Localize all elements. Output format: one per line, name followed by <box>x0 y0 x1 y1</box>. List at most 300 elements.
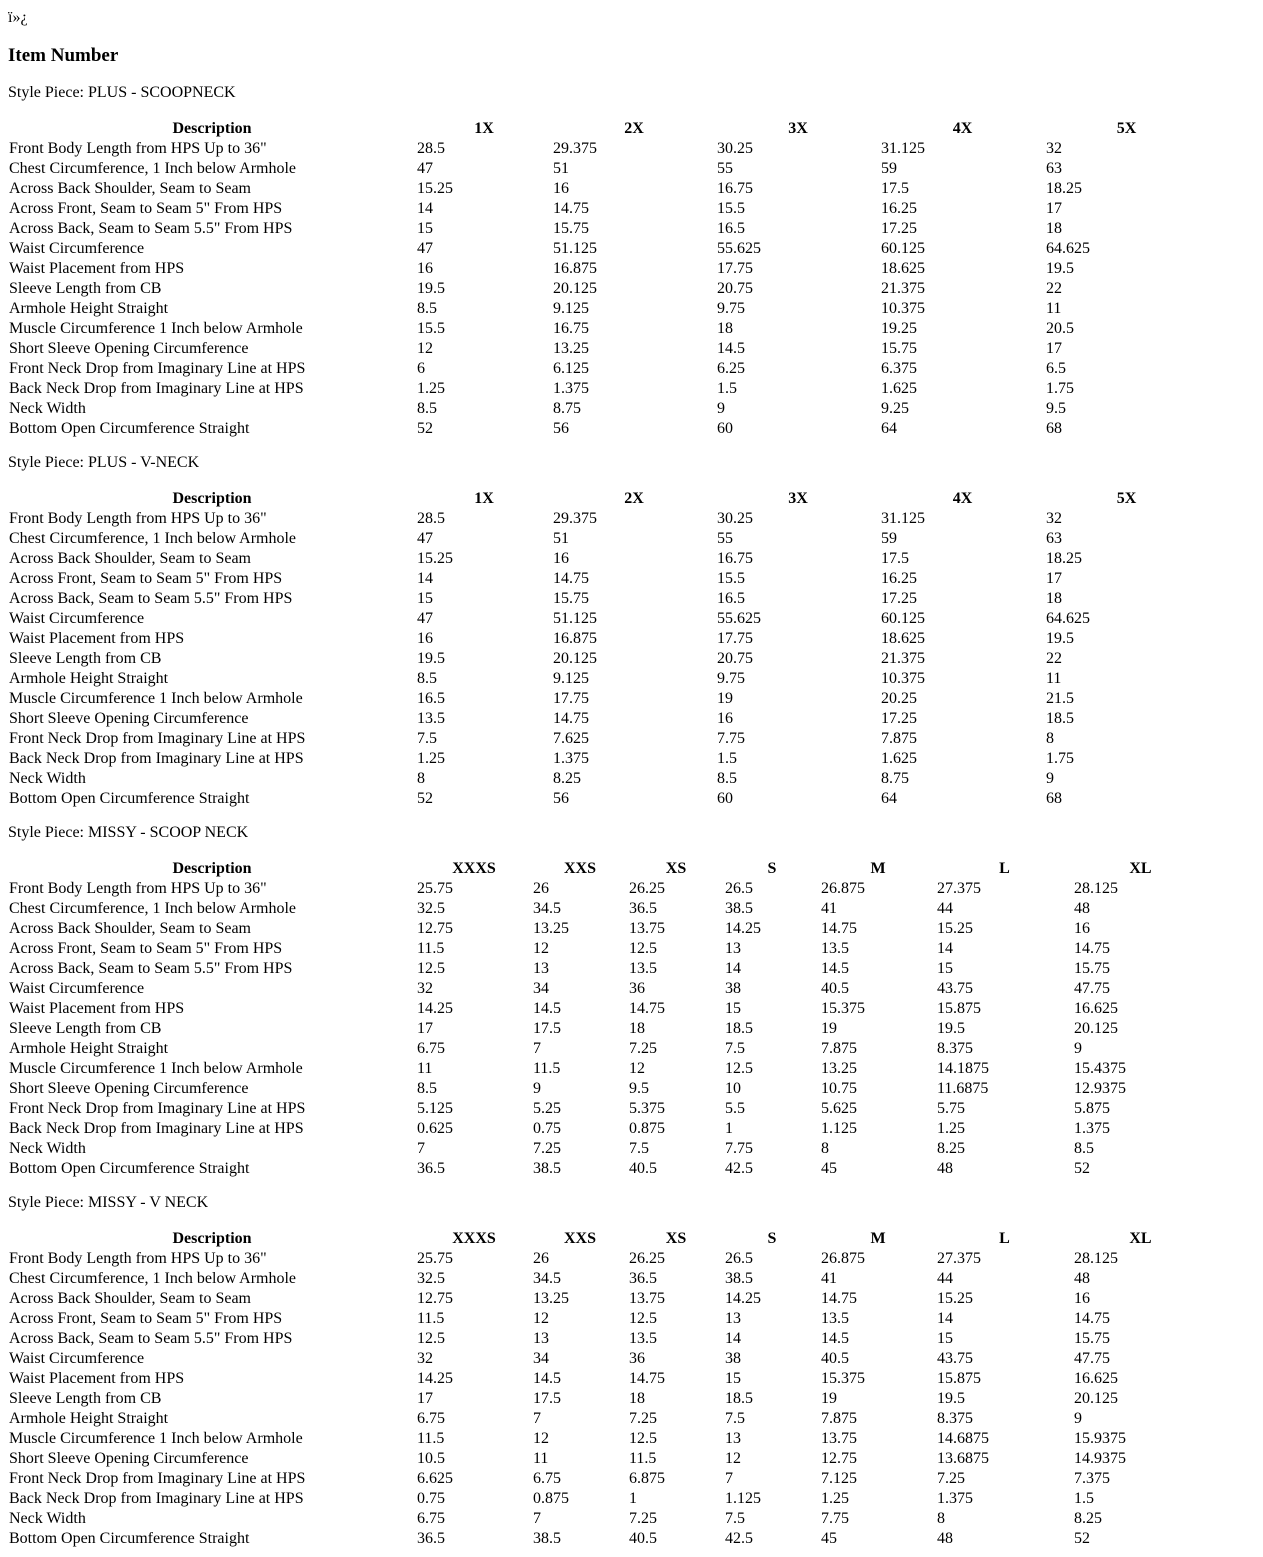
measurement-value: 30.25 <box>717 510 753 527</box>
measurement-value: 32 <box>1046 140 1062 157</box>
measurement-value: 0.875 <box>629 1120 665 1137</box>
measurement-value: 6.75 <box>417 1410 445 1427</box>
measurement-value: 7.125 <box>821 1470 857 1487</box>
measurement-value: 48 <box>1074 1270 1090 1287</box>
measurement-value: 17 <box>1046 340 1062 357</box>
measurement-value: 18.625 <box>881 260 925 277</box>
header-row <box>8 1229 1208 1249</box>
measurement-value: 26 <box>533 1250 549 1267</box>
measurement-description: Back Neck Drop from Imaginary Line at HPS <box>9 1490 304 1507</box>
measurement-value: 22 <box>1046 280 1062 297</box>
measurement-value: 7 <box>533 1410 541 1427</box>
measurement-value: 16.5 <box>417 690 445 707</box>
measurement-value: 31.125 <box>881 510 925 527</box>
measurement-value: 25.75 <box>417 1250 453 1267</box>
measurement-value: 14.25 <box>725 1290 761 1307</box>
measurement-value: 34 <box>533 1350 549 1367</box>
column-header-size: 4X <box>952 490 973 507</box>
table-row <box>8 529 1208 549</box>
measurement-value: 47 <box>417 240 433 257</box>
column-header-size: XL <box>1129 860 1152 877</box>
measurement-value: 7.25 <box>629 1510 657 1527</box>
measurement-value: 18 <box>1046 590 1062 607</box>
measurement-value: 8.375 <box>937 1040 973 1057</box>
measurement-description: Waist Placement from HPS <box>9 630 185 647</box>
measurement-value: 5.625 <box>821 1100 857 1117</box>
measurement-description: Armhole Height Straight <box>9 670 169 687</box>
column-header-size: S <box>767 860 777 877</box>
measurement-value: 32 <box>1046 510 1062 527</box>
measurement-value: 12.75 <box>417 1290 453 1307</box>
measurement-value: 8.5 <box>417 1080 437 1097</box>
measurement-value: 17.5 <box>533 1020 561 1037</box>
measurement-value: 16.75 <box>717 180 753 197</box>
measurement-value: 10 <box>725 1080 741 1097</box>
measurement-value: 13 <box>725 1430 741 1447</box>
measurement-value: 15.25 <box>937 1290 973 1307</box>
column-header-size: 4X <box>952 120 973 137</box>
measurement-value: 7.625 <box>553 730 589 747</box>
measurement-value: 21.375 <box>881 650 925 667</box>
measurement-value: 38.5 <box>725 1270 753 1287</box>
measurement-value: 6.625 <box>417 1470 453 1487</box>
measurement-description: Neck Width <box>9 770 86 787</box>
table-row <box>8 279 1208 299</box>
table-row <box>8 1369 1208 1389</box>
measurement-value: 12.75 <box>821 1450 857 1467</box>
table-row <box>8 1409 1208 1429</box>
column-header-size: XXS <box>563 1230 596 1247</box>
measurement-value: 0.75 <box>533 1120 561 1137</box>
column-header-size: XXS <box>563 860 596 877</box>
measurement-value: 13 <box>725 1310 741 1327</box>
measurement-value: 34.5 <box>533 1270 561 1287</box>
measurement-description: Across Front, Seam to Seam 5" From HPS <box>9 200 283 217</box>
measurement-value: 26 <box>533 880 549 897</box>
measurement-value: 11.5 <box>533 1060 561 1077</box>
measurement-value: 14 <box>417 570 433 587</box>
measurement-value: 17.25 <box>881 710 917 727</box>
measurement-value: 6.75 <box>533 1470 561 1487</box>
measurement-description: Waist Placement from HPS <box>9 1000 185 1017</box>
table-row <box>8 239 1208 259</box>
measurement-value: 43.75 <box>937 980 973 997</box>
measurement-value: 7.5 <box>725 1510 745 1527</box>
measurement-value: 18.5 <box>725 1390 753 1407</box>
measurement-value: 9 <box>1074 1410 1082 1427</box>
measurement-value: 1.375 <box>553 750 589 767</box>
measurement-description: Muscle Circumference 1 Inch below Armhole <box>9 690 303 707</box>
table-row <box>8 1059 1208 1079</box>
measurement-value: 40.5 <box>821 980 849 997</box>
measurement-value: 11 <box>533 1450 549 1467</box>
measurement-value: 14.75 <box>629 1000 665 1017</box>
table-row <box>8 959 1208 979</box>
measurement-value: 19.5 <box>417 280 445 297</box>
measurement-description: Across Back, Seam to Seam 5.5" From HPS <box>9 1330 293 1347</box>
measurement-value: 26.25 <box>629 880 665 897</box>
measurement-description: Sleeve Length from CB <box>9 650 162 667</box>
measurement-value: 12.5 <box>629 1310 657 1327</box>
measurement-value: 11.6875 <box>937 1080 989 1097</box>
measurement-value: 11 <box>1046 670 1062 687</box>
measurement-value: 12 <box>417 340 433 357</box>
measurement-value: 6.75 <box>417 1510 445 1527</box>
measurement-value: 8.5 <box>1074 1140 1094 1157</box>
measurement-value: 15.5 <box>717 570 745 587</box>
measurement-value: 8.375 <box>937 1410 973 1427</box>
measurement-value: 9.75 <box>717 300 745 317</box>
measurement-value: 7.5 <box>629 1140 649 1157</box>
measurement-value: 7.75 <box>821 1510 849 1527</box>
measurement-value: 47 <box>417 610 433 627</box>
measurement-value: 1.5 <box>1074 1490 1094 1507</box>
measurement-value: 7.75 <box>725 1140 753 1157</box>
column-header-size: 5X <box>1116 120 1137 137</box>
measurement-value: 47 <box>417 530 433 547</box>
measurement-value: 5.25 <box>533 1100 561 1117</box>
measurement-value: 40.5 <box>629 1160 657 1177</box>
measurement-value: 16.875 <box>553 260 597 277</box>
column-header-size: XS <box>665 1230 687 1247</box>
measurement-value: 36.5 <box>417 1160 445 1177</box>
measurement-value: 1.75 <box>1046 750 1074 767</box>
measurement-value: 14 <box>937 940 953 957</box>
measurement-value: 20.5 <box>1046 320 1074 337</box>
measurement-value: 51 <box>553 530 569 547</box>
measurement-value: 14.5 <box>533 1370 561 1387</box>
measurement-value: 5.125 <box>417 1100 453 1117</box>
measurement-value: 7.25 <box>937 1470 965 1487</box>
measurement-value: 10.5 <box>417 1450 445 1467</box>
measurement-value: 5.375 <box>629 1100 665 1117</box>
measurement-value: 7 <box>417 1140 425 1157</box>
measurement-value: 28.125 <box>1074 880 1118 897</box>
measurement-value: 16.625 <box>1074 1000 1118 1017</box>
measurement-value: 14.75 <box>553 570 589 587</box>
measurement-value: 22 <box>1046 650 1062 667</box>
measurement-description: Waist Circumference <box>9 1350 145 1367</box>
measurement-value: 7 <box>533 1510 541 1527</box>
column-header-description: Description <box>172 490 252 507</box>
table-row <box>8 1079 1208 1099</box>
measurement-value: 9 <box>533 1080 541 1097</box>
measurement-value: 15.5 <box>417 320 445 337</box>
measurement-description: Across Back Shoulder, Seam to Seam <box>9 550 251 567</box>
measurement-value: 13.25 <box>821 1060 857 1077</box>
measurement-value: 12 <box>533 940 549 957</box>
measurement-value: 31.125 <box>881 140 925 157</box>
table-row <box>8 789 1208 809</box>
measurement-value: 60 <box>717 790 733 807</box>
measurement-value: 13.25 <box>553 340 589 357</box>
measurement-value: 14.75 <box>1074 1310 1110 1327</box>
measurement-value: 14.75 <box>629 1370 665 1387</box>
measurement-value: 20.125 <box>553 650 597 667</box>
measurement-value: 15.375 <box>821 1370 865 1387</box>
measurement-value: 34 <box>533 980 549 997</box>
measurement-value: 17 <box>1046 570 1062 587</box>
measurement-description: Sleeve Length from CB <box>9 1390 162 1407</box>
column-header-description: Description <box>172 860 252 877</box>
measurement-description: Waist Circumference <box>9 980 145 997</box>
measurement-value: 60.125 <box>881 610 925 627</box>
table-row <box>8 1389 1208 1409</box>
header-row <box>8 119 1208 139</box>
measurement-value: 8 <box>417 770 425 787</box>
measurement-description: Short Sleeve Opening Circumference <box>9 710 249 727</box>
measurement-description: Across Back, Seam to Seam 5.5" From HPS <box>9 960 293 977</box>
column-header-size: 1X <box>474 490 494 507</box>
measurement-description: Sleeve Length from CB <box>9 1020 162 1037</box>
measurement-value: 1 <box>725 1120 733 1137</box>
measurement-value: 15.75 <box>553 220 589 237</box>
measurement-description: Bottom Open Circumference Straight <box>9 1160 250 1177</box>
measurement-value: 9.125 <box>553 670 589 687</box>
measurement-value: 13.75 <box>629 1290 665 1307</box>
measurement-value: 16 <box>417 260 433 277</box>
measurement-description: Front Neck Drop from Imaginary Line at HPS <box>9 1100 306 1117</box>
table-row <box>8 749 1208 769</box>
measurement-value: 1.125 <box>725 1490 761 1507</box>
measurement-value: 16 <box>553 550 569 567</box>
column-header-size: S <box>767 1230 777 1247</box>
table-row <box>8 139 1208 159</box>
measurement-description: Chest Circumference, 1 Inch below Armhole <box>9 900 297 917</box>
measurement-value: 18.5 <box>1046 710 1074 727</box>
measurement-description: Across Back Shoulder, Seam to Seam <box>9 920 251 937</box>
measurement-value: 7.5 <box>725 1040 745 1057</box>
measurement-description: Front Body Length from HPS Up to 36" <box>9 1250 267 1267</box>
measurement-value: 14.25 <box>725 920 761 937</box>
table-row <box>8 689 1208 709</box>
measurement-value: 38.5 <box>725 900 753 917</box>
table-row <box>8 939 1208 959</box>
measurement-value: 8.5 <box>417 300 437 317</box>
measurement-description: Front Body Length from HPS Up to 36" <box>9 140 267 157</box>
measurement-value: 14 <box>725 960 741 977</box>
measurement-description: Short Sleeve Opening Circumference <box>9 340 249 357</box>
measurement-value: 6.75 <box>417 1040 445 1057</box>
measurement-description: Muscle Circumference 1 Inch below Armhole <box>9 320 303 337</box>
table-row <box>8 669 1208 689</box>
measurement-value: 28.5 <box>417 510 445 527</box>
measurement-value: 52 <box>1074 1530 1090 1547</box>
measurement-value: 18.25 <box>1046 180 1082 197</box>
column-header-size: M <box>870 860 886 877</box>
measurement-value: 12.9375 <box>1074 1080 1126 1097</box>
measurement-description: Back Neck Drop from Imaginary Line at HPS <box>9 750 304 767</box>
measurement-value: 29.375 <box>553 140 597 157</box>
measurement-value: 55 <box>717 530 733 547</box>
measurement-value: 13.5 <box>821 940 849 957</box>
measurement-value: 17.5 <box>881 180 909 197</box>
measurement-value: 6.25 <box>717 360 745 377</box>
measurement-value: 11.5 <box>629 1450 657 1467</box>
column-header-size: 2X <box>624 490 644 507</box>
column-header-size: 3X <box>788 120 808 137</box>
column-header-size: 3X <box>788 490 808 507</box>
measurement-value: 68 <box>1046 790 1062 807</box>
measurement-value: 10.75 <box>821 1080 857 1097</box>
measurement-value: 7.25 <box>533 1140 561 1157</box>
measurement-description: Muscle Circumference 1 Inch below Armhole <box>9 1060 303 1077</box>
measurement-value: 12 <box>725 1450 741 1467</box>
measurement-value: 63 <box>1046 530 1062 547</box>
measurement-value: 1.5 <box>717 750 737 767</box>
measurement-value: 15.25 <box>417 550 453 567</box>
measurement-value: 20.125 <box>1074 1020 1118 1037</box>
column-header-size: 2X <box>624 120 644 137</box>
measurement-value: 9 <box>717 400 725 417</box>
column-header-size: XXXS <box>452 1230 496 1247</box>
column-header-size: L <box>999 860 1010 877</box>
measurement-value: 60.125 <box>881 240 925 257</box>
measurement-value: 51 <box>553 160 569 177</box>
measurement-value: 21.5 <box>1046 690 1074 707</box>
measurement-description: Back Neck Drop from Imaginary Line at HPS <box>9 380 304 397</box>
measurement-value: 1.375 <box>553 380 589 397</box>
measurement-value: 16.75 <box>717 550 753 567</box>
measurement-value: 6 <box>417 360 425 377</box>
measurement-value: 8.75 <box>881 770 909 787</box>
measurement-value: 14.75 <box>553 710 589 727</box>
measurement-value: 0.875 <box>533 1490 569 1507</box>
measurement-value: 18.25 <box>1046 550 1082 567</box>
measurement-value: 0.625 <box>417 1120 453 1137</box>
measurement-value: 9.125 <box>553 300 589 317</box>
measurement-value: 7.5 <box>417 730 437 747</box>
measurement-value: 16.75 <box>553 320 589 337</box>
measurement-description: Front Neck Drop from Imaginary Line at HPS <box>9 360 306 377</box>
measurement-value: 1.25 <box>417 750 445 767</box>
measurement-value: 36.5 <box>417 1530 445 1547</box>
measurement-value: 13.75 <box>821 1430 857 1447</box>
table-row <box>8 729 1208 749</box>
measurement-value: 41 <box>821 1270 837 1287</box>
table-row <box>8 179 1208 199</box>
measurement-value: 55 <box>717 160 733 177</box>
measurement-description: Neck Width <box>9 1140 86 1157</box>
measurement-value: 7.375 <box>1074 1470 1110 1487</box>
table-row <box>8 339 1208 359</box>
measurement-value: 17.75 <box>717 630 753 647</box>
measurement-value: 34.5 <box>533 900 561 917</box>
measurement-value: 17 <box>417 1390 433 1407</box>
table-row <box>8 569 1208 589</box>
measurement-value: 14.25 <box>417 1370 453 1387</box>
measurement-value: 12.5 <box>725 1060 753 1077</box>
measurement-value: 6.125 <box>553 360 589 377</box>
measurement-value: 42.5 <box>725 1160 753 1177</box>
measurement-description: Waist Circumference <box>9 240 145 257</box>
measurement-description: Muscle Circumference 1 Inch below Armhole <box>9 1430 303 1447</box>
measurement-value: 15.75 <box>1074 1330 1110 1347</box>
measurement-description: Across Front, Seam to Seam 5" From HPS <box>9 940 283 957</box>
measurement-value: 7.5 <box>725 1410 745 1427</box>
measurement-value: 15 <box>725 1000 741 1017</box>
measurement-value: 14.5 <box>821 1330 849 1347</box>
measurement-value: 19.5 <box>1046 260 1074 277</box>
table-row <box>8 1349 1208 1369</box>
measurement-value: 18 <box>629 1390 645 1407</box>
measurement-value: 15.75 <box>553 590 589 607</box>
measurement-value: 27.375 <box>937 1250 981 1267</box>
table-row <box>8 979 1208 999</box>
measurement-value: 16.25 <box>881 570 917 587</box>
measurement-value: 13 <box>533 1330 549 1347</box>
measurement-value: 55.625 <box>717 610 761 627</box>
measurement-value: 30.25 <box>717 140 753 157</box>
measurement-value: 16 <box>1074 920 1090 937</box>
measurement-value: 18 <box>717 320 733 337</box>
measurement-value: 47.75 <box>1074 1350 1110 1367</box>
measurement-value: 26.25 <box>629 1250 665 1267</box>
measurement-value: 17.25 <box>881 590 917 607</box>
measurement-value: 38 <box>725 980 741 997</box>
measurement-value: 48 <box>937 1160 953 1177</box>
measurement-description: Front Body Length from HPS Up to 36" <box>9 510 267 527</box>
measurement-value: 40.5 <box>629 1530 657 1547</box>
measurement-value: 18.625 <box>881 630 925 647</box>
measurement-value: 5.875 <box>1074 1100 1110 1117</box>
measurement-value: 15 <box>417 220 433 237</box>
measurement-value: 16 <box>553 180 569 197</box>
measurement-value: 59 <box>881 530 897 547</box>
measurement-value: 52 <box>417 420 433 437</box>
measurement-value: 1 <box>629 1490 637 1507</box>
column-header-description: Description <box>172 120 252 137</box>
measurement-value: 52 <box>417 790 433 807</box>
measurement-value: 17.25 <box>881 220 917 237</box>
measurement-value: 38.5 <box>533 1160 561 1177</box>
table-row <box>8 549 1208 569</box>
measurement-value: 14.5 <box>821 960 849 977</box>
measurement-value: 17.5 <box>881 550 909 567</box>
measurement-description: Armhole Height Straight <box>9 300 169 317</box>
measurement-value: 18.5 <box>725 1020 753 1037</box>
measurement-value: 38.5 <box>533 1530 561 1547</box>
measurement-value: 44 <box>937 900 953 917</box>
measurement-value: 6.375 <box>881 360 917 377</box>
measurement-value: 16.25 <box>881 200 917 217</box>
spec-table-plus-v-neck <box>8 489 1208 809</box>
table-row <box>8 1159 1208 1179</box>
measurement-value: 16.5 <box>717 220 745 237</box>
spec-table-missy-v-neck <box>8 1229 1208 1549</box>
measurement-value: 12 <box>533 1310 549 1327</box>
measurement-value: 60 <box>717 420 733 437</box>
measurement-value: 9 <box>1046 770 1054 787</box>
table-row <box>8 919 1208 939</box>
measurement-value: 1.5 <box>717 380 737 397</box>
measurement-value: 48 <box>937 1530 953 1547</box>
measurement-value: 15.875 <box>937 1000 981 1017</box>
measurement-description: Bottom Open Circumference Straight <box>9 790 250 807</box>
measurement-value: 45 <box>821 1530 837 1547</box>
measurement-value: 63 <box>1046 160 1062 177</box>
table-row <box>8 1329 1208 1349</box>
measurement-value: 16.5 <box>717 590 745 607</box>
measurement-value: 14 <box>417 200 433 217</box>
measurement-value: 27.375 <box>937 880 981 897</box>
measurement-value: 11 <box>1046 300 1062 317</box>
measurement-value: 64 <box>881 420 897 437</box>
measurement-value: 20.75 <box>717 650 753 667</box>
encoding-artifact: ï»¿ <box>8 9 28 26</box>
measurement-value: 19.25 <box>881 320 917 337</box>
table-row <box>8 399 1208 419</box>
